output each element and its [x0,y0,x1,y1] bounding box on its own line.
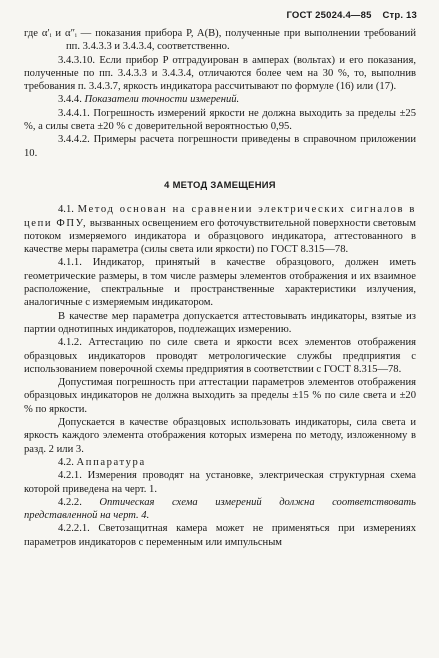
clause-text: вызванных освещением его фоточувствительной поверхности световым потоком измеряемого индикатора и образцового индикатора, аттестованного в качестве меры параметра (силы света или яркости) по ГОСТ 8.315—78. [24,217,416,256]
paragraph-3-4-4-1: 3.4.4.1. Погрешность измерений яркости не должна выходить за пределы ±25 %, а силы света ±20 % с доверительной вероятностью 0,95. [24,107,416,133]
clause-number: 3.4.4. [58,94,85,106]
paragraph-measures: В качестве мер параметра допускается аттестовывать индикаторы, взятые из партии однотипных индикаторов, подлежащих измерению. [24,310,416,335]
paragraph-4-2-2 [24,496,416,523]
clause-text: Оптическая схема измерений должна соответствовать представленной на черт. 4. [24,496,417,522]
paragraph-4-1-1: 4.1.1. Индикатор, принятый в качестве образцового, должен иметь геометрические размеры, в том числе размеры элементов отображения и их взаимное расположение, спектральные и пространственные характеристики излучения, аналогичные с измеряемым индикатором. [24,257,416,309]
clause-number: 4.2.2. [58,496,100,508]
page-header [278,10,417,21]
paragraph-4-1-2: 4.1.2. Аттестацию по силе света и яркости всех элементов отображения образцовых индикаторов проводят метрологические службы предприятия с использованием поверочной схемы предприятия в соответствии с ГОСТ 8.315—78. [24,337,416,375]
paragraph-3-4-4-2: 3.4.4.2. Примеры расчета погрешности приведены в справочном приложении 10. [24,134,416,159]
paragraph-4-1 [24,203,416,256]
paragraph-4-2-2-1: 4.2.2.1. Светозащитная камера может не применяться при измерениях параметров индикаторов с переменным или импульсным [24,523,416,548]
paragraph-4-2-1: 4.2.1. Измерения проводят на установке, электрическая структурная схема которой приведена на черт. 1. [24,470,416,495]
paragraph-tolerance: Допустимая погрешность при аттестации параметров элементов отображения образцовых индикаторов не должна выходить за пределы ±15 % по силе света и ±20 % по яркости. [24,377,416,415]
clause-number: 4.2. [58,456,77,468]
page-number: Стр. 13 [382,10,417,21]
paragraph-4-2 [24,456,416,469]
paragraph-3-4-4 [24,93,416,106]
paragraph-allowed: Допускается в качестве образцовых использовать индикаторы, сила света и яркость каждого элемента отображения которых измерена по методу, изложенному в разд. 2 или 3. [24,417,416,455]
clause-title: Показатели точности измерений. [84,94,240,106]
paragraph-where-clause: где α′ᵢ и α″ᵢ — показания прибора P, A(B), полученные при выполнении требований пп. 3.4.3.3 и 3.4.3.4, соответственно. [24,28,416,53]
standard-number: ГОСТ 25024.4—85 [286,10,372,21]
document-body [24,27,416,549]
section-heading: 4 МЕТОД ЗАМЕЩЕНИЯ [164,178,276,190]
clause-number: 4.1. [58,204,78,216]
paragraph-3-4-3-10: 3.4.3.10. Если прибор P отградуирован в амперах (вольтах) и его показания, полученные по пп. 3.4.3.3 и 3.4.3.4, отличаются более чем на 30 %, то, выполнив требования п. 3.4.3.7, яркость индикатора рассчитывают по формуле (16) или (17). [24,54,416,93]
clause-title: Аппаратура [76,456,146,468]
clause-title: Метод основан на сравнении электрических сигналов в цепи ФПУ, [24,204,416,229]
